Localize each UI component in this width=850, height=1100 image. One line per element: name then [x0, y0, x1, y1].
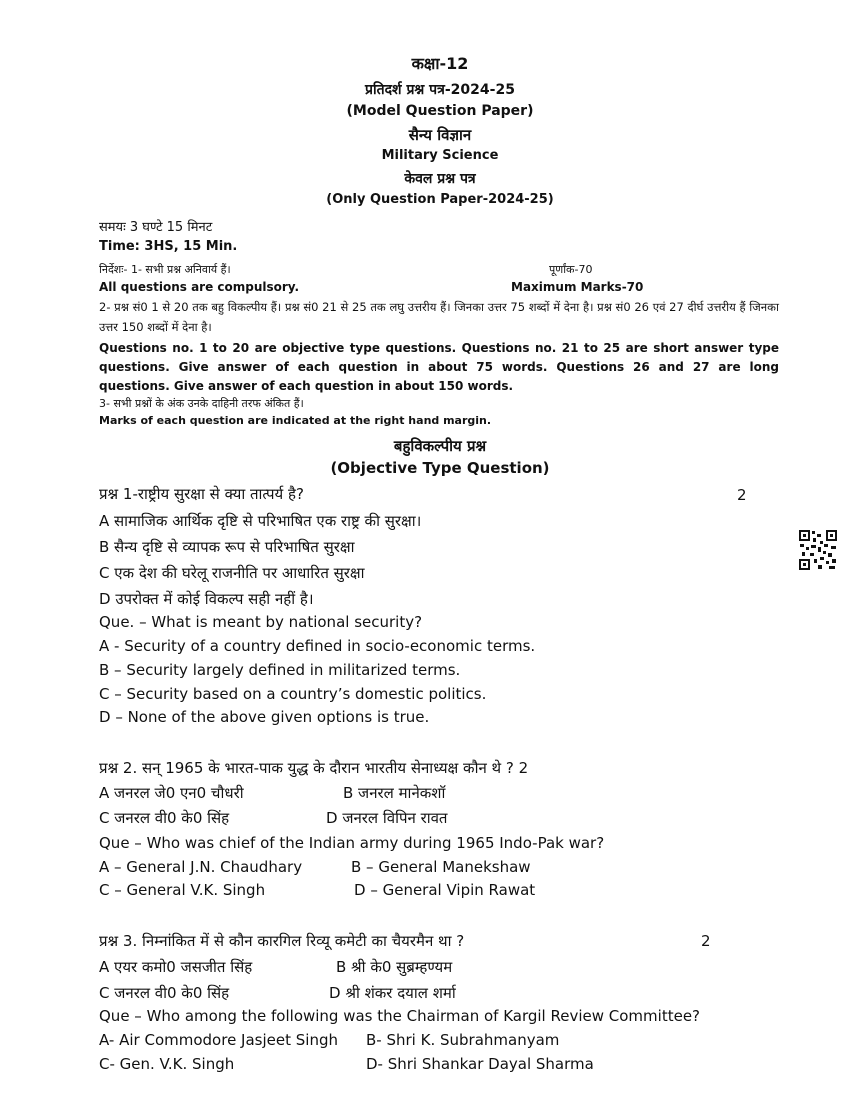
class-label: कक्षा-12	[411, 54, 469, 73]
q1-question-hindi: प्रश्न 1-राष्ट्रीय सुरक्षा से क्या तात्पर्य है?	[99, 485, 304, 503]
q3-marks: 2	[701, 932, 711, 950]
time-hindi: समयः 3 घण्टे 15 मिनट	[99, 220, 213, 235]
section-title-english: (Objective Type Question)	[330, 459, 550, 477]
paper-title-english: (Model Question Paper)	[346, 103, 534, 119]
q1-option-d-hindi: D उपरोक्त में कोई विकल्प सही नहीं है।	[99, 590, 314, 608]
instruction-1-english: All questions are compulsory.	[99, 280, 300, 294]
qr-code-icon	[798, 529, 838, 571]
q3-option-d-english: D- Shri Shankar Dayal Sharma	[366, 1055, 594, 1073]
q3-option-a-hindi: A एयर कमो0 जसजीत सिंह	[99, 958, 253, 976]
q1-marks: 2	[737, 486, 747, 504]
q3-option-d-hindi: D श्री शंकर दयाल शर्मा	[329, 984, 456, 1002]
q1-option-a-hindi: A सामाजिक आर्थिक दृष्टि से परिभाषित एक राष्ट्र की सुरक्षा।	[99, 512, 422, 530]
q2-option-c-hindi: C जनरल वी0 के0 सिंह	[99, 809, 230, 827]
q3-option-b-hindi: B श्री के0 सुब्रम्हण्यम	[336, 958, 453, 976]
q1-option-d-english: D – None of the above given options is true.	[99, 708, 430, 726]
q2-question-hindi: प्रश्न 2. सन् 1965 के भारत-पाक युद्ध के दौरान भारतीय सेनाध्यक्ष कौन थे ? 2	[99, 759, 529, 777]
only-paper-hindi: केवल प्रश्न पत्र	[404, 171, 476, 187]
q1-option-c-english: C – Security based on a country’s domestic politics.	[99, 685, 487, 703]
q3-question-english: Que – Who among the following was the Chairman of Kargil Review Committee?	[99, 1007, 701, 1025]
instruction-3-hindi: 3- सभी प्रश्नों के अंक उनके दाहिनी तरफ अंकित हैं।	[99, 397, 304, 410]
q1-option-a-english: A - Security of a country defined in socio-economic terms.	[99, 637, 536, 655]
q2-option-c-english: C – General V.K. Singh	[99, 881, 266, 899]
q2-option-d-english: D – General Vipin Rawat	[354, 881, 536, 899]
paper-title-hindi: प्रतिदर्श प्रश्न पत्र-2024-25	[365, 82, 515, 98]
q1-option-b-english: B – Security largely defined in militarized terms.	[99, 661, 461, 679]
q1-option-b-hindi: B सैन्य दृष्टि से व्यापक रूप से परिभाषित सुरक्षा	[99, 538, 355, 556]
only-paper-english: (Only Question Paper-2024-25)	[326, 192, 554, 207]
instruction-1-hindi: निर्देशः- 1- सभी प्रश्न अनिवार्य हैं।	[99, 263, 231, 276]
q2-option-a-hindi: A जनरल जे0 एन0 चौधरी	[99, 784, 244, 802]
q1-option-c-hindi: C एक देश की घरेलू राजनीति पर आधारित सुरक्षा	[99, 564, 365, 582]
q3-option-b-english: B- Shri K. Subrahmanyam	[366, 1031, 560, 1049]
subject-english: Military Science	[381, 148, 499, 163]
section-title-hindi: बहुविकल्पीय प्रश्न	[393, 437, 487, 455]
q1-question-english: Que. – What is meant by national security?	[99, 613, 423, 631]
q3-option-a-english: A- Air Commodore Jasjeet Singh	[99, 1031, 338, 1049]
q3-option-c-hindi: C जनरल वी0 के0 सिंह	[99, 984, 230, 1002]
max-marks-hindi: पूर्णांक-70	[549, 263, 593, 276]
q2-option-a-english: A – General J.N. Chaudhary	[99, 858, 303, 876]
q2-option-b-english: B – General Manekshaw	[351, 858, 531, 876]
instruction-3-english: Marks of each question are indicated at the right hand margin.	[99, 414, 492, 427]
q2-option-b-hindi: B जनरल मानेकशॉ	[343, 784, 446, 802]
q3-question-hindi: प्रश्न 3. निम्नांकित में से कौन कारगिल रिव्यू कमेटी का चैयरमैन था ?	[99, 932, 465, 950]
subject-hindi: सैन्य विज्ञान	[408, 126, 472, 144]
max-marks-english: Maximum Marks-70	[511, 280, 644, 294]
q2-option-d-hindi: D जनरल विपिन रावत	[326, 809, 448, 827]
instruction-2-english: Questions no. 1 to 20 are objective type questions. Questions no. 21 to 25 are short answer type questions. Give answer of each question in about 75 words. Questions 26 and 27 are long questions. Give answer of each question in about 150 words.	[99, 341, 779, 393]
q3-option-c-english: C- Gen. V.K. Singh	[99, 1055, 235, 1073]
q2-question-english: Que – Who was chief of the Indian army during 1965 Indo-Pak war?	[99, 834, 605, 852]
time-english: Time: 3HS, 15 Min.	[99, 239, 238, 254]
instruction-2-hindi: 2- प्रश्न सं0 1 से 20 तक बहु विकल्पीय हैं। प्रश्न सं0 21 से 25 तक लघु उत्तरीय हैं। जिनका उत्तर 75 शब्दों में देना है। प्रश्न सं0 26 एवं 27 दीर्घ उत्तरीय हैं जिनका उत्तर 150 शब्दों में देना है।	[99, 300, 779, 334]
